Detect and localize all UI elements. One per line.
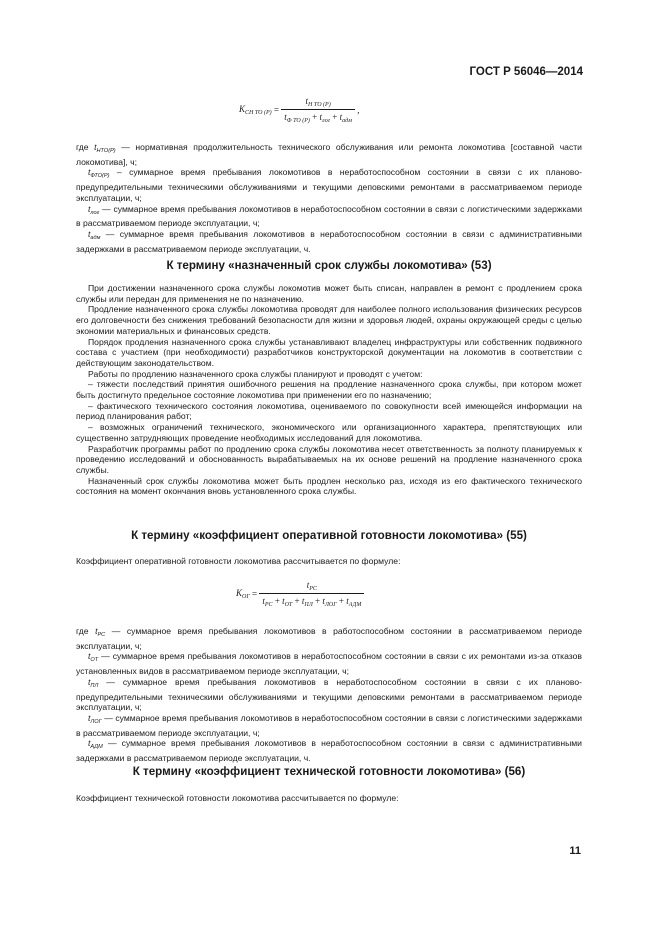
paragraph: – фактического технического состояния локомотива, оцениваемого по совокупности всей имеющейся информации на период планирования работ; xyxy=(76,400,582,422)
legend-item: $t_{лог}$ — суммарное время пребывания локомотивов в неработоспособном состоянии в связи с логистическими задержками в рассматриваемом периоде эксплуатации, ч; xyxy=(76,203,582,229)
section-53-body xyxy=(76,283,582,497)
formula-kog-equals: = xyxy=(251,589,258,599)
legend-item: $t_{адм}$ — суммарное время пребывания локомотивов в неработоспособном состоянии в связи с административными задержками в рассматриваемом периоде эксплуатации, ч. xyxy=(76,228,582,254)
page-number: 11 xyxy=(569,845,581,857)
standard-header: ГОСТ Р 56046—2014 xyxy=(469,66,583,78)
formula-kog-denominator: $t_{РС} + t_{ОТ} + t_{ПЛ} + t_{ЛОГ} + t_{АДМ}$ xyxy=(262,596,362,608)
paragraph: Работы по продлению назначенного срока службы планируют и проводят с учетом: xyxy=(88,368,423,379)
legend-item: $t_{АДМ}$ — суммарное время пребывания локомотивов в неработоспособном состоянии в связи с административными задержками в рассматриваемом периоде эксплуатации, ч. xyxy=(76,738,582,764)
paragraph: Назначенный срок службы локомотива может быть продлен несколько раз, исходя из его фактического технического состояния на момент окончания вновь установленного срока службы. xyxy=(76,475,582,497)
legend-item: $t_{ЛОГ}$ — суммарное время пребывания локомотивов в неработоспособном состоянии в связи с логистическими задержками в рассматриваемом периоде эксплуатации, ч; xyxy=(76,712,582,738)
section-heading: К термину «коэффициент технической готовности локомотива» (56) xyxy=(132,765,526,778)
legend-item: $t_{ПЛ}$ — суммарное время пребывания локомотивов в неработоспособном состоянии в связи с их планово-предупредительными техническими обслуживаниями и текущими деповскими ремонтами в рассматриваемом периоде эксплуатации, ч; xyxy=(76,676,582,713)
formula1-legend xyxy=(76,142,582,254)
section-heading: К термину «коэффициент оперативной готовности локомотива» (55) xyxy=(131,529,527,542)
paragraph: – возможных ограничений технического, экономического или организационного характера, препятствующих или существенно затрудняющих проведение необходимых исследований для локомотива. xyxy=(76,422,582,443)
section-heading: К термину «назначенный срок службы локомотива» (53) xyxy=(166,259,492,272)
paragraph: При достижении назначенного срока службы локомотив может быть списан, направлен в ремонт с продлением срока службы или передан для применения не по назначению. xyxy=(76,283,582,304)
paragraph: – тяжести последствий принятия ошибочного решения на продление назначенного срока службы, при котором может быть достигнуто предельное состояние локомотива при применении его по назначению; xyxy=(76,379,582,401)
paragraph: Коэффициент оперативной готовности локомотива рассчитывается по формуле: xyxy=(76,556,401,566)
legend-item: $t_{ОТ}$ — суммарное время пребывания локомотивов в неработоспособном состоянии в связи с их ремонтами из-за отказов установленных видов в рассматриваемом периоде эксплуатации, ч; xyxy=(76,651,582,677)
formula-kog-numerator: $t_{РС}$ xyxy=(259,580,364,594)
formula-kog-lhs: $К_{ОГ}$ xyxy=(236,588,250,600)
paragraph: Коэффициент технической готовности локомотива рассчитывается по формуле: xyxy=(76,793,399,803)
legend-item: где $t_{РС}$ — суммарное время пребывания локомотивов в работоспособном состоянии в рассматриваемом периоде эксплуатации, ч; xyxy=(76,626,582,651)
legend-item: где $t_{НТО(Р)}$ — нормативная продолжительность технического обслуживания или ремонта локомотива [составной части локомотива], ч; xyxy=(76,142,582,167)
formula-ksn-fraction xyxy=(281,96,355,124)
formula-ksn-lhs: $К_{СН ТО (Р)}$ xyxy=(239,104,272,116)
paragraph: Порядок продления назначенного срока службы устанавливают владелец инфраструктуры или собственник подвижного состава с участием (при необходимости) разработчиков конструкторской документации на локомотив в соответствии с действующим законодательством. xyxy=(76,336,582,368)
formula-ksn-denominator: $t_{Ф ТО (Р)} + t_{лог} + t_{адм}$ xyxy=(284,112,352,124)
formula-ksn-equals: = xyxy=(273,105,279,115)
paragraph: Продление назначенного срока службы локомотива проводят для наиболее полного использования физических ресурсов его долговечности без снижения требований безопасности для жизни и здоровья людей, охраны окружающей среды с целью экономии материальных и финансовых средств. xyxy=(76,304,582,336)
formula2-legend xyxy=(76,626,582,764)
paragraph: Разработчик программы работ по продлению срока службы локомотива несет ответственность за полноту планируемых к проведению исследований и обоснованность вырабатываемых на их основе решений на продление назначенного срока службы. xyxy=(76,443,582,475)
formula-ksn: $К_{СН ТО (Р)}$ = $\frac{t_{Н ТО (Р)}}{t_{Ф ТО (Р)} + t_{лог} + t_{адм}}$ , xyxy=(239,96,360,124)
formula-kog-fraction xyxy=(259,580,364,608)
formula-kog xyxy=(236,580,364,608)
formula-ksn-numerator: $t_{Н ТО (Р)}$ xyxy=(281,96,355,110)
legend-item: $t_{ФТО(Р)}$ – суммарное время пребывания локомотивов в неработоспособном состоянии в связи с их планово-предупредительными техническими обслуживаниями и текущими деповскими ремонтами в рассматриваемом периоде эксплуатации, ч; xyxy=(76,167,582,203)
